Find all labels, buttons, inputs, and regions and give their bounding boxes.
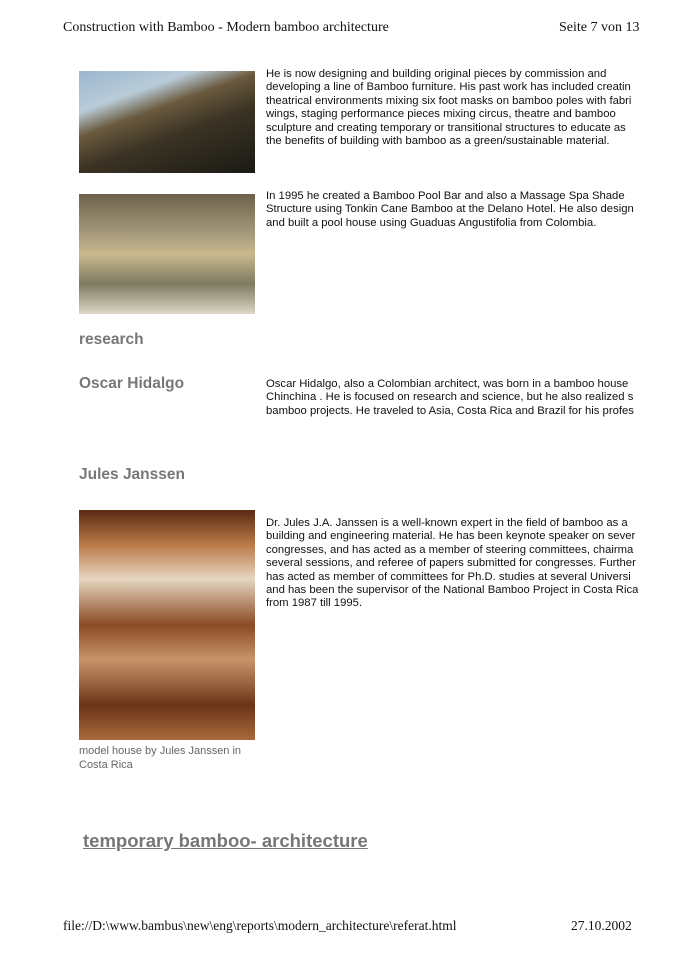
paragraph-oscar: Oscar Hidalgo, also a Colombian architect, was born in a bamboo house Chinchina . He is focused on research and science, but he also realized s bamboo projects. He traveled to Asia, Costa Rica and Brazil for his profes <box>266 378 634 417</box>
model-house-photo <box>79 510 255 740</box>
document-title: Construction with Bamboo - Modern bamboo architecture <box>63 20 389 35</box>
temporary-architecture-link[interactable]: temporary bamboo- architecture <box>83 830 368 851</box>
page-number: Seite 7 von 13 <box>559 20 640 35</box>
research-heading: research <box>79 331 144 348</box>
photo-caption: model house by Jules Janssen in Costa Rica <box>79 745 242 771</box>
oscar-hidalgo-heading: Oscar Hidalgo <box>79 375 185 392</box>
paragraph-furniture: He is now designing and building original pieces by commission and developing a line of Bamboo furniture. His past work has included creatin theatrical environments mixing six foot masks on bamboo poles with fabri wings, staging performance pieces mixing circus, theatre and bamboo sculpture and creating temporary or transitional structures to educate as the benefits of building with bamboo as a green/sustainable material. <box>266 68 632 148</box>
paragraph-jules: Dr. Jules J.A. Janssen is a well-known expert in the field of bamboo as a building and engineering material. He has been keynote speaker on sever congresses, and has acted as a member of steering committees, chairma several sessions, and referee of papers submitted for congresses. Further has acted as member of committees for Ph.D. studies at several Universi and has been the supervisor of the National Bamboo Project in Costa Rica from 1987 till 1995. <box>266 517 638 610</box>
bamboo-roof-photo <box>79 71 255 173</box>
file-path: file://D:\www.bambus\new\eng\reports\modern_architecture\referat.html <box>63 918 457 933</box>
pool-house-photo <box>79 194 255 314</box>
print-date: 27.10.2002 <box>571 918 632 933</box>
jules-janssen-heading: Jules Janssen <box>79 466 185 483</box>
paragraph-pool-bar: In 1995 he created a Bamboo Pool Bar and also a Massage Spa Shade Structure using Tonkin Cane Bamboo at the Delano Hotel. He also design and built a pool house using Guaduas Angustifolia from Colombia. <box>266 190 634 229</box>
